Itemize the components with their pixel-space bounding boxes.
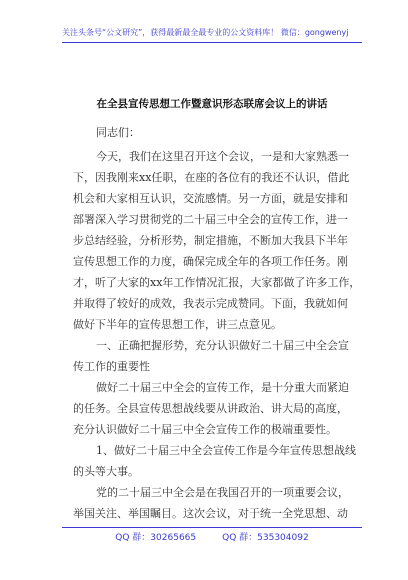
subsection-line: 的头等大事。 [73, 465, 139, 478]
greeting-line: 同志们： [96, 126, 140, 139]
paragraph-line: 宣传思想工作的力度，确保完成全年的各项工作任务。刚 [73, 255, 348, 268]
section-heading-line: 一、正确把握形势，充分认识做好二十届三中全会宣 [96, 339, 349, 352]
subsection-line: 1、做好二十届三中全会宣传工作是今年宣传思想战线 [96, 444, 356, 457]
paragraph-line: 步总结经验，分析形势，制定措施，不断加大我县下半年 [73, 234, 348, 247]
paragraph-line: 今天，我们在这里召开这个会议，一是和大家熟悉一 [96, 150, 349, 163]
paragraph-line: 的任务。全县宣传思想战线要从讲政治、讲大局的高度， [73, 402, 348, 415]
paragraph-line: 部署深入学习贯彻党的二十届三中全会的宣传工作，进一 [73, 213, 348, 226]
paragraph-line: 举国关注、举国瞩目。这次会议，对于统一全党思想、动 [73, 507, 348, 520]
paragraph-line: 做好二十届三中全会的宣传工作，是十分重大而紧迫 [96, 381, 349, 394]
section-heading-line: 传工作的重要性 [73, 360, 150, 373]
header-divider [62, 42, 362, 43]
paragraph-line: 做好下半年的宣传思想工作，讲三点意见。 [73, 318, 282, 331]
paragraph-line: 机会和大家相互认识，交流感情。另一方面，就是安排和 [73, 192, 348, 205]
footer [62, 530, 362, 543]
paragraph-line: 下，因我刚来xx任职，在座的各位有的我还不认识，借此 [73, 171, 350, 184]
paragraph-line: 才，听了大家的xx年工作情况汇报，大家都做了许多工作， [73, 276, 361, 289]
paragraph-line: 党的二十届三中全会是在我国召开的一项重要会议， [96, 486, 349, 499]
document-title: 在全县宣传思想工作暨意识形态联席会议上的讲话 [96, 98, 328, 110]
paragraph-line: 充分认识做好二十届三中全会宣传工作的极端重要性。 [73, 423, 337, 436]
footer-divider [62, 527, 362, 528]
footer-qq-group-2: QQ 群：535304092 [222, 533, 309, 543]
footer-qq-group-1: QQ 群：30265665 [115, 533, 197, 543]
header-promo-text: 关注头条号“公文研究”，获得最新最全最专业的公文资料库！ 微信：gongwenyj [62, 28, 349, 37]
paragraph-line: 并取得了较好的成效，我表示完成赞同。下面，我就如何 [73, 297, 348, 310]
